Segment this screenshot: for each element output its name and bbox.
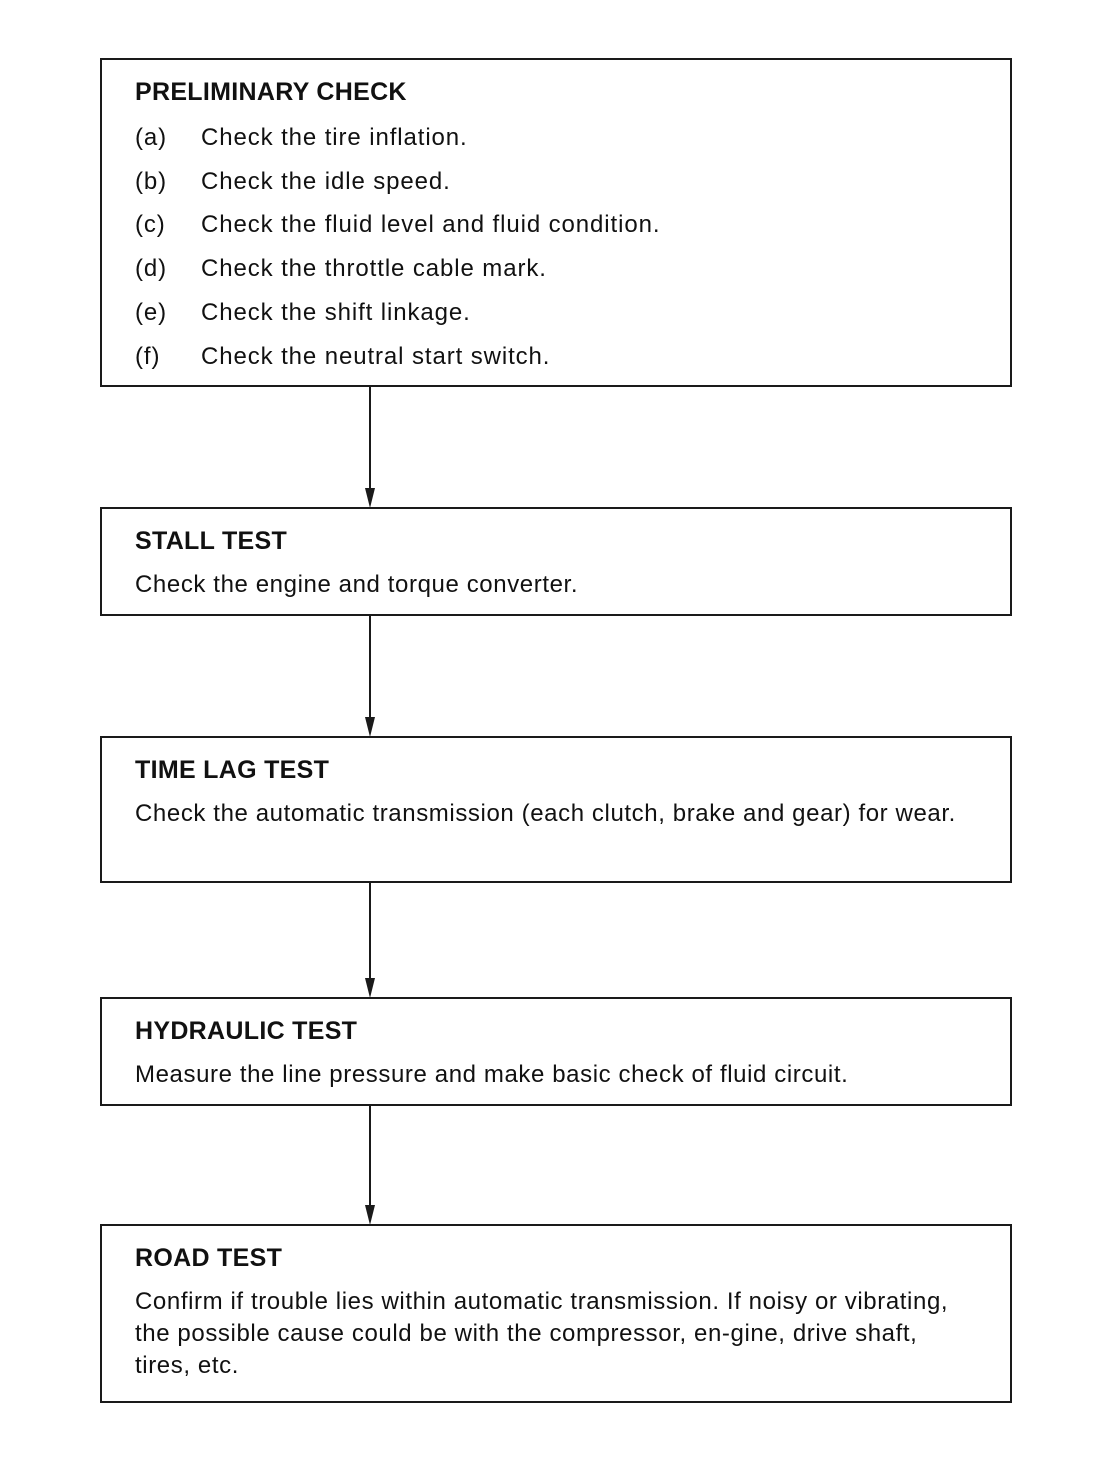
hydraulic-test-description: Measure the line pressure and make basic check of fluid circuit. xyxy=(135,1061,849,1088)
check-item-text: Check the tire inflation. xyxy=(201,124,468,151)
hydraulic-test-box xyxy=(100,997,1012,1106)
road-test-description: Confirm if trouble lies within automatic transmission. If noisy or vibrating, the possible cause could be with the compressor, en-gine, drive shaft, tires, etc. xyxy=(135,1288,949,1379)
check-item-label: (f) xyxy=(135,343,161,370)
arrow-hydraulic-to-road xyxy=(365,1105,375,1225)
check-item-text: Check the neutral start switch. xyxy=(201,343,551,370)
time-lag-test-box xyxy=(100,736,1012,883)
check-item-text: Check the throttle cable mark. xyxy=(201,255,547,282)
check-item-label: (c) xyxy=(135,211,166,238)
preliminary-check-title: PRELIMINARY CHECK xyxy=(135,78,407,106)
stall-test-box xyxy=(100,507,1012,616)
stall-test-description: Check the engine and torque converter. xyxy=(135,571,579,598)
stall-test-title: STALL TEST xyxy=(135,527,288,555)
time-lag-test-title: TIME LAG TEST xyxy=(135,756,330,784)
hydraulic-test-title: HYDRAULIC TEST xyxy=(135,1017,358,1045)
check-item-label: (a) xyxy=(135,124,168,151)
preliminary-check-box xyxy=(100,58,1012,387)
check-item-label: (d) xyxy=(135,255,168,282)
road-test-title: ROAD TEST xyxy=(135,1244,283,1272)
check-item-text: Check the shift linkage. xyxy=(201,299,471,326)
check-item-text: Check the idle speed. xyxy=(201,168,451,195)
arrow-stall-to-timelag xyxy=(365,615,375,737)
arrow-timelag-to-hydraulic xyxy=(365,882,375,998)
arrow-preliminary-to-stall xyxy=(365,386,375,508)
check-item-text: Check the fluid level and fluid condition. xyxy=(201,211,661,238)
check-item-label: (e) xyxy=(135,299,168,326)
check-item-label: (b) xyxy=(135,168,168,195)
road-test-box xyxy=(100,1224,1012,1403)
time-lag-test-description: Check the automatic transmission (each clutch, brake and gear) for wear. xyxy=(135,800,956,827)
